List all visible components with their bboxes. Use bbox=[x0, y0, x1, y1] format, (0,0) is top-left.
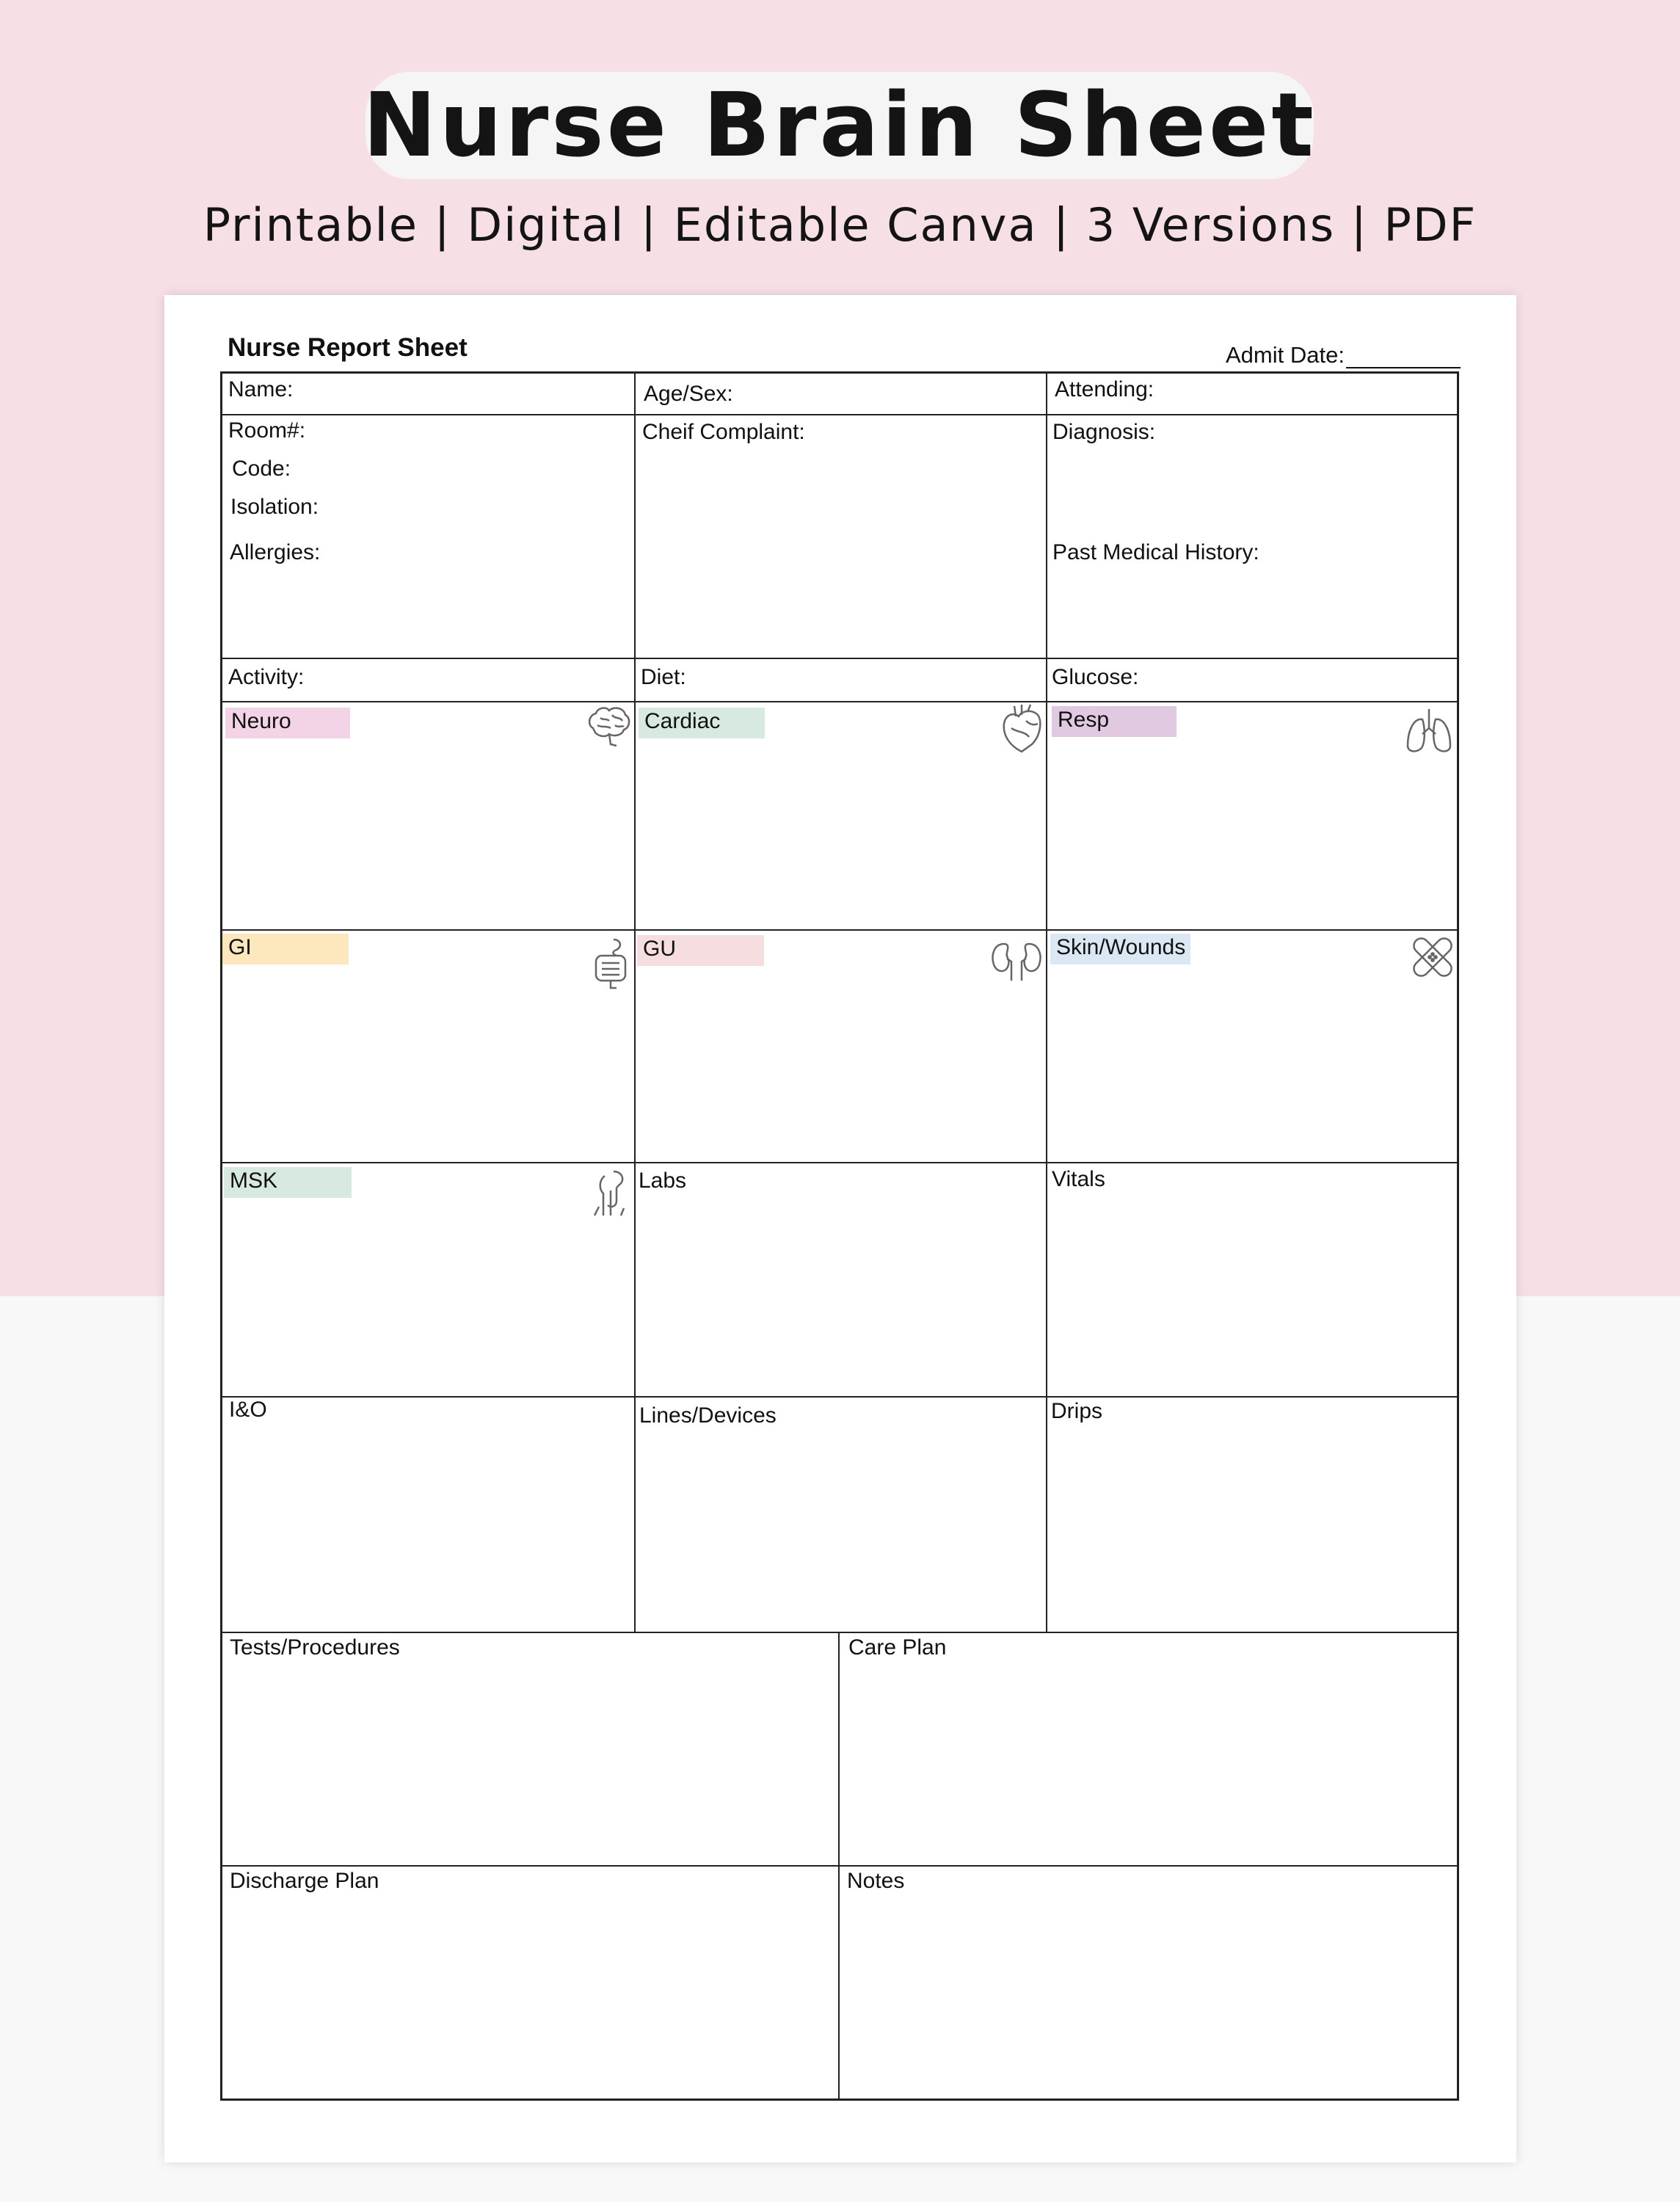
code-label[interactable]: Code: bbox=[232, 457, 291, 481]
neuro-label: Neuro bbox=[231, 709, 291, 733]
title-pill bbox=[363, 72, 1317, 179]
diagnosis-label[interactable]: Diagnosis: bbox=[1052, 420, 1156, 444]
gu-label: GU bbox=[643, 937, 676, 961]
row-divider bbox=[220, 701, 1459, 702]
io-label[interactable]: I&O bbox=[229, 1398, 267, 1422]
glucose-label[interactable]: Glucose: bbox=[1052, 665, 1139, 689]
room-label[interactable]: Room#: bbox=[228, 418, 306, 443]
chief-complaint-label[interactable]: Cheif Complaint: bbox=[642, 420, 805, 444]
tests-procedures-label[interactable]: Tests/Procedures bbox=[230, 1635, 400, 1660]
isolation-label[interactable]: Isolation: bbox=[230, 495, 319, 519]
row-divider bbox=[220, 1396, 1459, 1398]
admit-date-label: Admit Date: bbox=[1226, 342, 1345, 368]
banner-title: Nurse Brain Sheet bbox=[363, 74, 1317, 177]
gu-section-header[interactable] bbox=[637, 935, 764, 966]
discharge-plan-label[interactable]: Discharge Plan bbox=[230, 1869, 379, 1893]
drips-label[interactable]: Drips bbox=[1051, 1399, 1103, 1423]
report-form-grid bbox=[220, 371, 1459, 2101]
notes-label[interactable]: Notes bbox=[847, 1869, 905, 1893]
age-sex-label[interactable]: Age/Sex: bbox=[644, 382, 733, 406]
vitals-label[interactable]: Vitals bbox=[1052, 1167, 1105, 1191]
row-divider bbox=[220, 658, 1459, 659]
attending-label[interactable]: Attending: bbox=[1055, 377, 1154, 401]
banner-subtitle: Printable | Digital | Editable Canva | 3 Versions | PDF bbox=[203, 198, 1477, 252]
bandage-icon bbox=[1412, 937, 1453, 978]
resp-label: Resp bbox=[1058, 708, 1110, 732]
cardiac-label: Cardiac bbox=[644, 709, 721, 733]
lines-devices-label[interactable]: Lines/Devices bbox=[639, 1403, 777, 1428]
sheet-title: Nurse Report Sheet bbox=[228, 333, 468, 362]
activity-label[interactable]: Activity: bbox=[228, 665, 305, 689]
diet-label[interactable]: Diet: bbox=[641, 665, 686, 689]
row-divider bbox=[220, 1632, 1459, 1633]
brain-icon bbox=[586, 703, 633, 749]
row-divider bbox=[220, 414, 1459, 415]
labs-label[interactable]: Labs bbox=[639, 1169, 687, 1193]
msk-label: MSK bbox=[230, 1169, 278, 1193]
gi-section-header[interactable] bbox=[222, 934, 349, 964]
joint-icon bbox=[592, 1169, 628, 1218]
admit-date-blank[interactable] bbox=[1346, 345, 1461, 368]
resp-section-header[interactable] bbox=[1052, 706, 1177, 737]
row-divider bbox=[220, 1162, 1459, 1163]
gi-label: GI bbox=[228, 935, 252, 959]
skin-wounds-section-header[interactable] bbox=[1050, 934, 1190, 964]
allergies-label[interactable]: Allergies: bbox=[230, 540, 321, 564]
name-label[interactable]: Name: bbox=[228, 377, 294, 401]
kidneys-icon bbox=[989, 941, 1044, 984]
skin-wounds-label: Skin/Wounds bbox=[1056, 935, 1186, 959]
neuro-section-header[interactable] bbox=[225, 708, 350, 738]
row-divider bbox=[220, 929, 1459, 931]
column-divider bbox=[634, 371, 636, 1632]
past-medical-history-label[interactable]: Past Medical History: bbox=[1052, 540, 1259, 564]
row-divider bbox=[220, 1865, 1459, 1867]
column-divider bbox=[838, 1632, 840, 2101]
care-plan-label[interactable]: Care Plan bbox=[848, 1635, 947, 1660]
lungs-icon bbox=[1405, 706, 1453, 756]
intestines-icon bbox=[592, 937, 630, 991]
column-divider bbox=[1046, 371, 1047, 1632]
admit-date-field[interactable] bbox=[1226, 342, 1461, 368]
cardiac-section-header[interactable] bbox=[639, 708, 765, 738]
msk-section-header[interactable] bbox=[224, 1167, 352, 1198]
heart-icon bbox=[1000, 703, 1044, 756]
